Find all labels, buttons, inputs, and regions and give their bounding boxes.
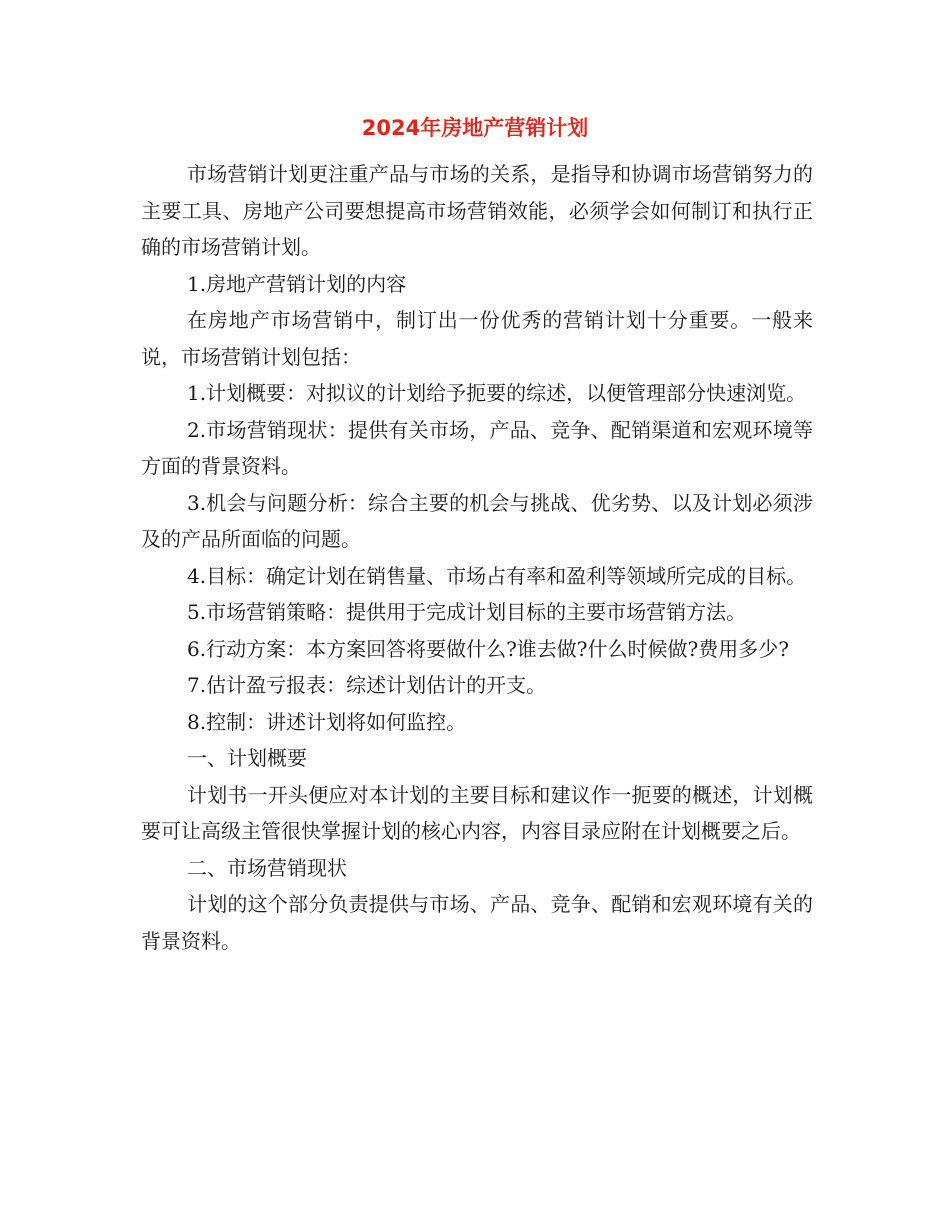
list-item-status: 2.市场营销现状：提供有关市场，产品、竞争、配销渠道和宏观环境等方面的背景资料。 bbox=[141, 417, 813, 478]
list-item-strategy: 5.市场营销策略：提供用于完成计划目标的主要市场营销方法。 bbox=[187, 600, 747, 624]
list-item-analysis: 3.机会与问题分析：综合主要的机会与挑战、优劣势、以及计划必须涉及的产品所面临的问题。 bbox=[141, 490, 813, 551]
paragraph-content-intro: 在房地产市场营销中，制订出一份优秀的营销计划十分重要。一般来说，市场营销计划包括： bbox=[141, 308, 813, 369]
paragraph-market-status: 计划的这个部分负责提供与市场、产品、竞争、配销和宏观环境有关的背景资料。 bbox=[141, 892, 813, 953]
document-body bbox=[141, 156, 813, 959]
section-heading-market-status: 二、市场营销现状 bbox=[187, 855, 347, 880]
paragraph-summary: 计划书一开头便应对本计划的主要目标和建议作一扼要的概述，计划概要可让高级主管很快掌握计划的核心内容，内容目录应附在计划概要之后。 bbox=[141, 782, 813, 843]
list-item-control: 8.控制：讲述计划将如何监控。 bbox=[187, 709, 467, 734]
paragraph-intro: 市场营销计划更注重产品与市场的关系，是指导和协调市场营销努力的主要工具、房地产公司要想提高市场营销效能，必须学会如何制订和执行正确的市场营销计划。 bbox=[141, 162, 813, 259]
list-item-summary: 1.计划概要：对拟议的计划给予扼要的综述，以便管理部分快速浏览。 bbox=[187, 381, 807, 405]
section-heading-content: 1.房地产营销计划的内容 bbox=[187, 271, 407, 296]
list-item-profit-loss: 7.估计盈亏报表：综述计划估计的开支。 bbox=[187, 673, 547, 697]
list-item-goals: 4.目标：确定计划在销售量、市场占有率和盈利等领域所完成的目标。 bbox=[187, 563, 807, 588]
section-heading-summary: 一、计划概要 bbox=[187, 746, 307, 770]
list-item-action-plan: 6.行动方案：本方案回答将要做什么?谁去做?什么时候做?费用多少? bbox=[187, 636, 789, 661]
document-title: 2024年房地产营销计划 bbox=[361, 116, 589, 140]
